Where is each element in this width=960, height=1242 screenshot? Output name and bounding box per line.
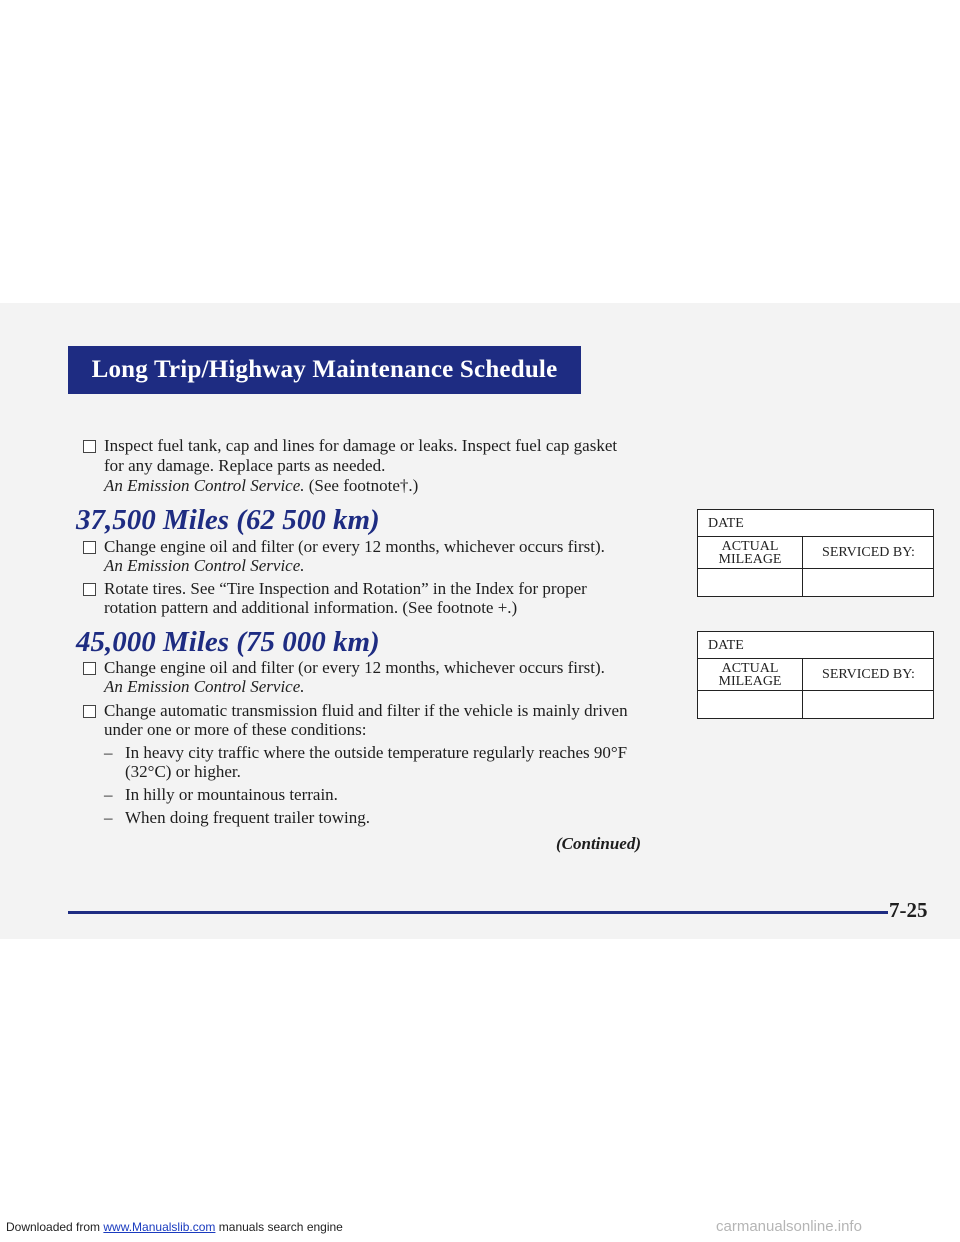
serviced-by-label: SERVICED BY: [822,545,915,560]
checkbox-rotate-tires[interactable] [83,583,96,596]
emission-note: An Emission Control Service. [104,476,305,495]
section1-item1-line2: An Emission Control Service. [104,556,305,575]
page-header-banner [68,346,581,394]
manualslib-link[interactable]: www.Manualslib.com [103,1220,216,1234]
intro-line-2: for any damage. Replace parts as needed. [104,456,386,475]
date-label: DATE [708,638,744,653]
dash-bullet: – [104,743,113,762]
mileage-label-2: MILEAGE [718,674,782,689]
serviced-by-entry-cell[interactable] [804,691,933,718]
mileage-entry-cell[interactable] [698,569,803,596]
footer-suffix: manuals search engine [215,1220,343,1234]
section2-item2-line2: under one or more of these conditions: [104,720,367,739]
condition-1-line2: (32°C) or higher. [125,762,241,781]
section-heading-37500: 37,500 Miles (62 500 km) [76,504,380,536]
mileage-entry-cell[interactable] [698,691,803,718]
dash-bullet: – [104,785,113,804]
mileage-label-1: ACTUAL [721,539,779,554]
service-log-table-45000 [697,631,934,719]
date-label: DATE [708,516,744,531]
label-row [698,659,933,691]
checkbox-fuel-tank[interactable] [83,440,96,453]
page-title: Long Trip/Highway Maintenance Schedule [91,356,558,383]
service-log-table-37500 [697,509,934,597]
date-row [698,632,933,659]
dash-bullet: – [104,808,113,827]
footer-rule [68,911,888,914]
section2-item1-line1: Change engine oil and filter (or every 12 months, whichever occurs first). [104,658,605,677]
section1-item1-line1: Change engine oil and filter (or every 12 months, whichever occurs first). [104,537,605,556]
checkbox-oil-change-37500[interactable] [83,541,96,554]
manual-page [0,303,960,939]
section1-item2-line1: Rotate tires. See “Tire Inspection and Rotation” in the Index for proper [104,579,587,598]
page-number: 7-25 [889,898,928,922]
serviced-by-label: SERVICED BY: [822,667,915,682]
section-heading-45000: 45,000 Miles (75 000 km) [76,626,380,658]
date-row [698,510,933,537]
download-footer [6,1220,343,1234]
serviced-by-entry-cell[interactable] [804,569,933,596]
mileage-label-2: MILEAGE [718,552,782,567]
section2-item1-line2: An Emission Control Service. [104,677,305,696]
label-row [698,537,933,569]
mileage-label-1: ACTUAL [721,661,779,676]
footnote-ref: (See footnote†.) [304,476,419,495]
checkbox-oil-change-45000[interactable] [83,662,96,675]
checkbox-transmission-fluid[interactable] [83,705,96,718]
continued-note: (Continued) [556,834,642,853]
condition-1-line1: In heavy city traffic where the outside temperature regularly reaches 90°F [125,743,628,762]
section1-item2-line2: rotation pattern and additional information. (See footnote +.) [104,598,518,617]
intro-line-1: Inspect fuel tank, cap and lines for damage or leaks. Inspect fuel cap gasket [104,436,618,455]
condition-3: When doing frequent trailer towing. [125,808,371,827]
section2-item2-line1: Change automatic transmission fluid and filter if the vehicle is mainly driven [104,701,628,720]
condition-2: In hilly or mountainous terrain. [125,785,338,804]
intro-line-3 [104,476,418,496]
footer-prefix: Downloaded from [6,1220,104,1234]
watermark-text: carmanualsonline.info [716,1218,862,1235]
